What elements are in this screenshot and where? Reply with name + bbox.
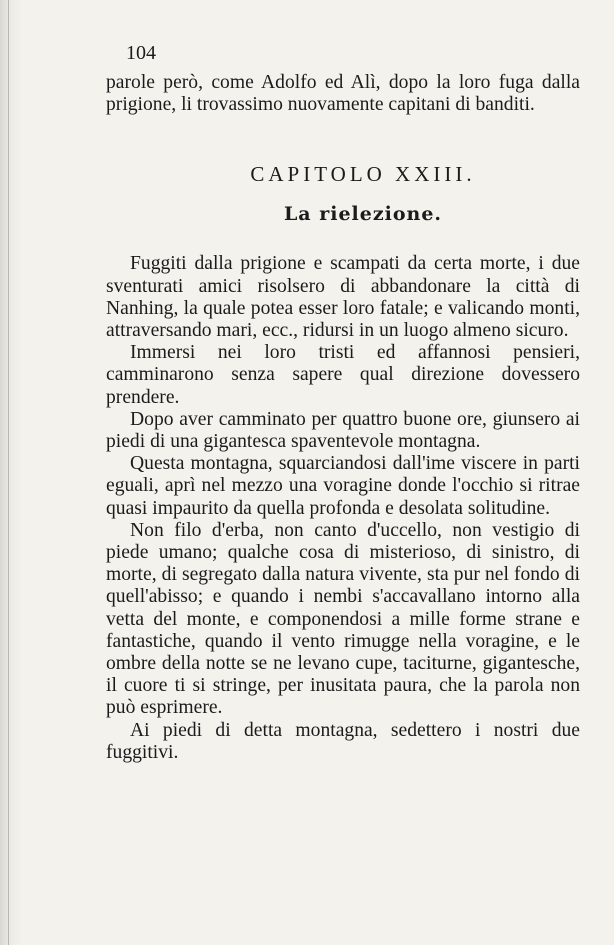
paragraph-2: Immersi nei loro tristi ed affannosi pensieri, camminarono senza sapere qual direzione dovessero prendere. bbox=[106, 342, 580, 408]
paragraph-6: Ai piedi di detta montagna, sedettero i nostri due fuggitivi. bbox=[106, 719, 580, 763]
opening-paragraph: parole però, come Adolfo ed Alì, dopo la loro fuga dalla prigione, li trovassimo nuovamente capitani di banditi. bbox=[106, 72, 580, 116]
paragraph-4: Questa montagna, squarciandosi dall'ime viscere in parti eguali, aprì nel mezzo una voragine donde l'occhio si ritrae quasi impaurito da quella profonda e desolata solitudine. bbox=[106, 453, 580, 519]
chapter-heading: CAPITOLO XXIII. bbox=[250, 162, 476, 187]
paragraph-5: Non filo d'erba, non canto d'uccello, non vestigio di piede umano; qualche cosa di misterioso, di sinistro, di morte, di segregato dalla natura vivente, sta pur nel fondo di quell'abisso; e quando i nembi s'accavallano intorno alla vetta del monte, e componendosi a mille forme strane e fantastiche, quando il vento rimugge nella voragine, e le ombre della notte se ne levano cupe, taciturne, gigantesche, il cuore ti si stringe, per inusitata paura, che la parola non può esprimere. bbox=[106, 519, 580, 719]
page-body bbox=[106, 40, 580, 764]
paragraph-3: Dopo aver camminato per quattro buone ore, giunsero ai piedi di una gigantesca spaventevole montagna. bbox=[106, 408, 580, 453]
page-number: 104 bbox=[126, 42, 156, 64]
paragraph-1: Fuggiti dalla prigione e scampati da certa morte, i due sventurati amici risolsero di abbandonare la città di Nanhing, la quale potea esser loro fatale; e valicando monti, attraversando mari, ecc., ridursi in un luogo almeno sicuro. bbox=[106, 253, 580, 342]
chapter-subtitle: La rielezione. bbox=[283, 203, 443, 226]
page-binding-edge bbox=[0, 0, 22, 945]
